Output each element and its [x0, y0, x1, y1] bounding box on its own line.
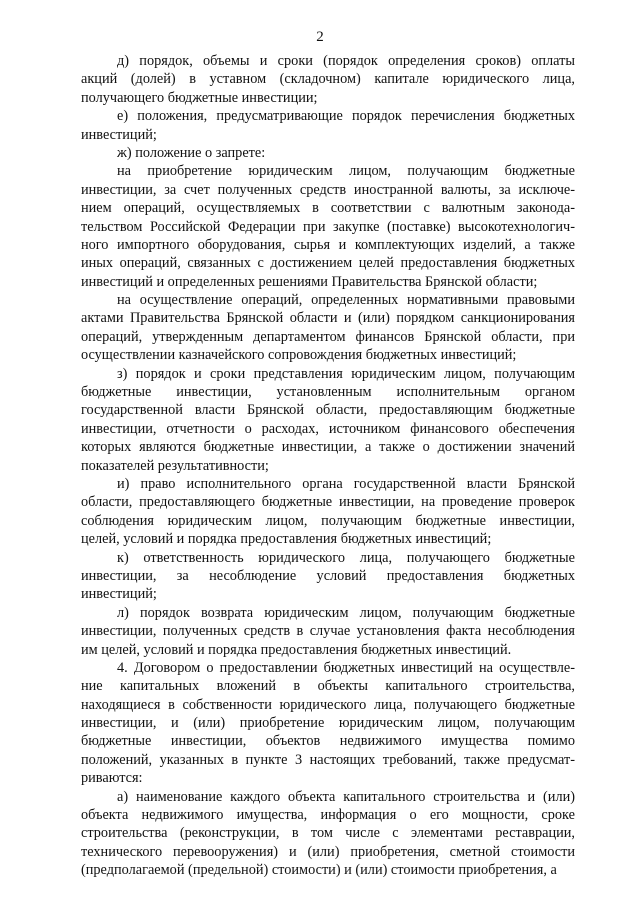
paragraph-k	[81, 549, 575, 604]
text-line: целей, условий и порядка предоставления бюджетных инвестиций;	[81, 531, 492, 548]
text-line: инвестиции, за счет полученных средств иностранной валюты, за исключе-	[81, 181, 575, 198]
text-line: бюджетные инвестиции, установленным исполнительным органом	[81, 384, 575, 401]
text-line: операций, утвержденным департаментом финансов Брянской области, при	[81, 328, 575, 345]
text-line: ного импортного оборудования, сырья и комплектующих изделий, а также	[81, 236, 575, 253]
text-line: положений, указанных в пункте 3 настоящих требований, также предусмат-	[81, 751, 575, 768]
text-line: которых являются бюджетные инвестиции, а также о достижении значений	[81, 439, 575, 456]
text-line: з) порядок и сроки представления юридическим лицом, получающим	[117, 365, 575, 382]
text-line: инвестиции, за несоблюдение условий предоставления бюджетных	[81, 567, 575, 584]
text-line: им целей, условий и порядка предоставления бюджетных инвестиций.	[81, 641, 512, 658]
paragraph-p4	[81, 659, 575, 788]
text-line: государственной власти Брянской области, предоставляющим бюджетные	[81, 402, 575, 419]
text-line: актами Правительства Брянской области и (или) порядком санкционирования	[81, 310, 575, 327]
text-line: л) порядок возврата юридическим лицом, получающим бюджетные	[117, 604, 575, 621]
text-line: области, предоставляющего бюджетные инвестиции, на проведение проверок	[81, 494, 575, 511]
text-line: ние капитальных вложений в объекты капитального строительства,	[81, 678, 575, 695]
text-line: е) положения, предусматривающие порядок перечисления бюджетных	[117, 108, 575, 125]
paragraph-zh2	[81, 291, 575, 365]
text-line: соблюдения юридическим лицом, получающим бюджетные инвестиции,	[81, 512, 575, 529]
text-line: технического перевооружения) и (или) приобретения, сметной стоимости	[81, 843, 575, 860]
text-line: ж) положение о запрете:	[117, 144, 266, 161]
text-line: акций (долей) в уставном (складочном) капитале юридического лица,	[81, 71, 575, 88]
text-line: инвестиций;	[81, 586, 157, 603]
text-line: получающего бюджетные инвестиции;	[81, 89, 318, 106]
text-line: бюджетные инвестиции, объектов недвижимого имущества помимо	[81, 733, 575, 750]
paragraph-z	[81, 365, 575, 475]
text-line: (предполагаемой (предельной) стоимости) и (или) стоимости приобретения, а	[81, 862, 557, 879]
text-line: объекта недвижимого имущества, информация о его мощности, сроке	[81, 807, 575, 824]
text-line: и) право исполнительного органа государственной власти Брянской	[117, 475, 575, 492]
text-line: 4. Договором о предоставлении бюджетных инвестиций на осуществле-	[117, 659, 575, 676]
text-line: строительства (реконструкции, в том числе с элементами реставрации,	[81, 825, 575, 842]
text-line: на приобретение юридическим лицом, получающим бюджетные	[117, 163, 575, 180]
paragraph-e	[81, 107, 575, 144]
paragraph-i	[81, 475, 575, 549]
text-line: показателей результативности;	[81, 457, 269, 474]
text-line: инвестиций и определенных решениями Правительства Брянской области;	[81, 273, 538, 290]
text-line: инвестиции, и (или) приобретение юридическим лицом, получающим	[81, 715, 575, 732]
text-line: а) наименование каждого объекта капитального строительства и (или)	[117, 788, 575, 805]
paragraph-a	[81, 788, 575, 880]
paragraph-l	[81, 604, 575, 659]
paragraph-zh	[81, 144, 575, 162]
paragraph-d	[81, 52, 575, 107]
text-line: инвестиции, отчетности о расходах, источником финансового обеспечения	[81, 420, 575, 437]
document-body	[81, 52, 575, 880]
text-line: инвестиции, полученных средств в случае установления факта несоблюдения	[81, 623, 575, 640]
text-line: находящиеся в собственности юридического лица, получающего бюджетные	[81, 696, 575, 713]
text-line: риваются:	[81, 770, 143, 787]
page-number: 2	[316, 29, 324, 45]
text-line: нием операций, осуществляемых в соответствии с валютным законода-	[81, 200, 575, 217]
text-line: к) ответственность юридического лица, получающего бюджетные	[117, 549, 575, 566]
text-line: на осуществление операций, определенных нормативными правовыми	[117, 292, 575, 309]
text-line: осуществлении казначейского сопровождения бюджетных инвестиций;	[81, 347, 517, 364]
text-line: тельством Российской Федерации при закупке (поставке) высокотехнологич-	[81, 218, 575, 235]
text-line: д) порядок, объемы и сроки (порядок определения сроков) оплаты	[117, 53, 575, 69]
paragraph-zh1	[81, 162, 575, 291]
text-line: иных операций, связанных с достижением целей предоставления бюджетных	[81, 255, 575, 272]
text-line: инвестиций;	[81, 126, 157, 143]
